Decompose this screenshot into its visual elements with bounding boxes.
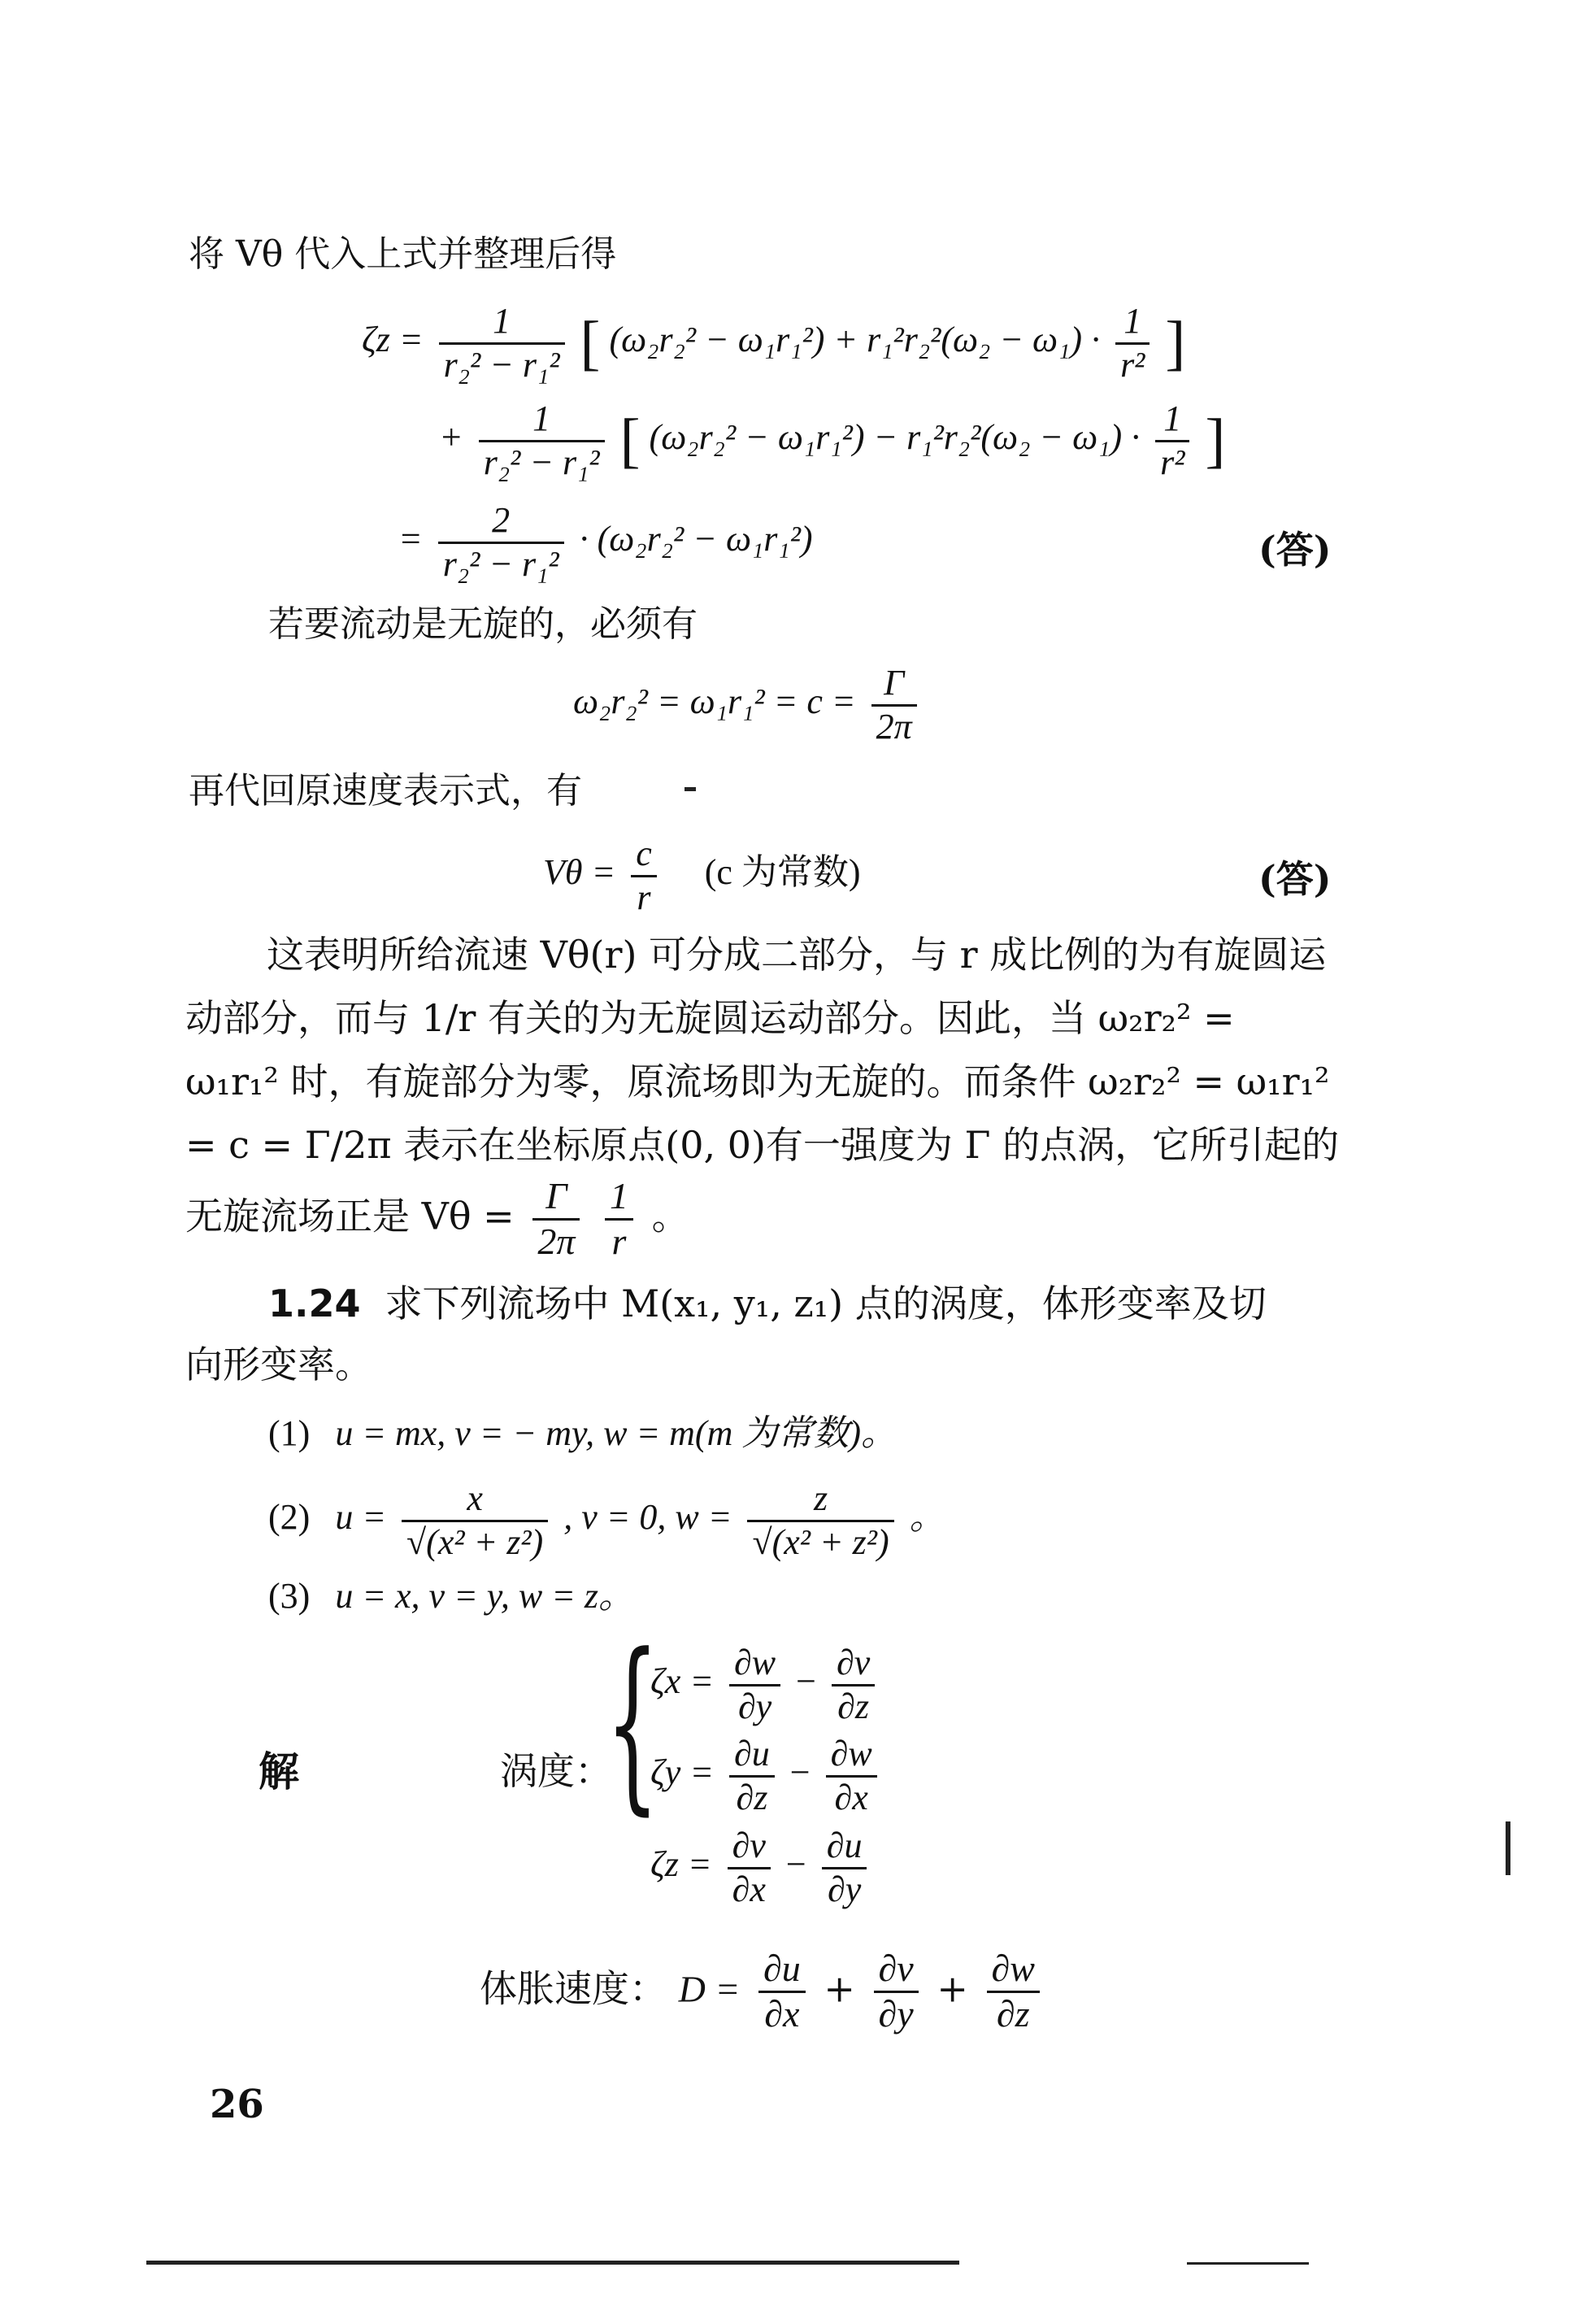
item-label: (3) <box>268 1576 311 1616</box>
fraction-denominator: r₂² − r₁² <box>442 543 559 584</box>
item-2-fraction2 <box>747 1478 893 1563</box>
item-2-fraction1 <box>402 1478 548 1563</box>
dilatation-label: 体胀速度： <box>480 1966 667 2011</box>
scan-edge-rule-right <box>1187 2262 1309 2265</box>
left-brace: { <box>606 1615 659 1832</box>
row-lhs: ζz = <box>650 1844 712 1885</box>
fraction-denominator: ∂z <box>996 1992 1030 2035</box>
fraction-denominator: ∂y <box>878 1992 914 2035</box>
fraction-numerator: ∂v <box>832 1643 875 1686</box>
row-fraction-a <box>729 1734 775 1818</box>
fraction-denominator: ∂y <box>737 1686 772 1726</box>
row-lhs: ζy = <box>650 1752 715 1793</box>
item-mid: , v = 0, w = <box>563 1497 732 1538</box>
fraction-numerator: ∂v <box>874 1948 919 1993</box>
irrotational-line: 若要流动是无旋的，必须有 <box>268 603 698 645</box>
eq1-row2-lhs: + <box>439 417 463 458</box>
plus-sign: + <box>937 1966 968 2011</box>
row-fraction-b <box>826 1734 877 1818</box>
eq1-row3-body: · (ω₂r₂² − ω₁r₁²) <box>579 519 813 559</box>
fraction-denominator: √(x² + z²) <box>406 1521 544 1562</box>
dilatation-lhs: D = <box>678 1968 741 2010</box>
minus-sign: − <box>785 1844 806 1885</box>
minus-sign: − <box>789 1752 811 1793</box>
fraction-denominator: 2π <box>876 706 912 746</box>
problem-line-1 <box>268 1281 1267 1328</box>
intro-line: 将 Vθ 代入上式并整理后得 <box>189 233 617 275</box>
plus-sign: + <box>824 1966 855 2011</box>
fraction-denominator: ∂y <box>827 1869 862 1909</box>
last-line-fraction2 <box>605 1175 633 1264</box>
fraction-denominator: 2π <box>537 1220 576 1262</box>
right-bracket: ] <box>1205 407 1226 475</box>
fraction-numerator: ∂u <box>822 1826 867 1869</box>
eq3 <box>543 833 861 918</box>
item-2 <box>268 1478 945 1563</box>
fraction-denominator: r² <box>1160 442 1185 482</box>
fraction-numerator: x <box>402 1478 548 1522</box>
problem-line-2: 向形变率。 <box>185 1343 372 1386</box>
fraction-denominator: ∂x <box>834 1777 868 1817</box>
eq1-row2 <box>439 398 1225 483</box>
eq1-row2-fraction <box>479 398 605 483</box>
eq1-row3-fraction <box>438 500 564 585</box>
fraction-numerator: 1 <box>1115 301 1150 345</box>
answer-mark-2: (答) <box>1258 857 1332 901</box>
fraction-numerator: ∂w <box>987 1948 1040 1993</box>
page-number: 26 <box>210 2082 264 2127</box>
item-1 <box>268 1411 897 1456</box>
problem-text-1: 求下列流场中 M(x₁, y₁, z₁) 点的涡度，体形变率及切 <box>385 1282 1267 1325</box>
item-3 <box>268 1573 634 1618</box>
eq1-row1-fraction <box>439 301 565 385</box>
fraction-numerator: Γ <box>871 663 917 707</box>
fraction-denominator: √(x² + z²) <box>752 1521 889 1562</box>
fraction-denominator: ∂x <box>764 1992 800 2035</box>
row-fraction-b <box>832 1643 875 1727</box>
dilatation-row <box>480 1948 1046 2036</box>
eq3-fraction <box>631 833 657 918</box>
fraction-denominator: r <box>611 1220 627 1262</box>
vorticity-row-x <box>650 1643 881 1727</box>
eq1-row3 <box>398 500 813 585</box>
fraction-numerator: ∂w <box>826 1734 877 1778</box>
left-bracket: [ <box>619 407 641 475</box>
problem-number: 1.24 <box>268 1282 361 1325</box>
fraction-numerator: ∂u <box>729 1734 775 1778</box>
vorticity-label: 涡度： <box>500 1749 612 1793</box>
item-label: (1) <box>268 1413 311 1453</box>
last-line-end: 。 <box>651 1194 689 1238</box>
right-bracket: ] <box>1165 309 1186 377</box>
eq2-body: ω₂r₂² = ω₁r₁² = c = <box>573 681 856 722</box>
fraction-numerator: 1 <box>439 301 565 345</box>
eq1-row1 <box>362 301 1185 385</box>
scan-edge-rule <box>146 2261 959 2265</box>
row-fraction-a <box>729 1643 780 1727</box>
item-pre: u = <box>335 1497 387 1538</box>
fraction-numerator: ∂v <box>728 1826 771 1869</box>
fraction-numerator: 1 <box>1155 398 1189 442</box>
fraction-denominator: r <box>637 877 651 917</box>
fraction-numerator: ∂u <box>758 1948 806 1993</box>
row-lhs: ζx = <box>650 1661 715 1702</box>
last-line-fraction1 <box>532 1175 580 1264</box>
explanation-paragraph: 这表明所给流速 Vθ(r) 可分成二部分，与 r 成比例的为有旋圆运动部分，而与 1/r 有关的为无旋圆运动部分。因此，当 ω₂r₂² = ω₁r₁² 时，有旋部分为零，原流场即为无旋的。而条件 ω₂r₂² = ω₁r₁² = c = Γ/2π 表示在坐标原点(0, 0)有一强度为 Γ 的点涡，它所引起的 <box>185 933 1340 1167</box>
eq1-row2-body: (ω₂r₂² − ω₁r₁²) − r₁²r₂²(ω₂ − ω₁) · <box>649 417 1141 458</box>
fraction-denominator: ∂z <box>837 1686 870 1726</box>
eq3-note: (c 为常数) <box>704 852 861 893</box>
fraction-denominator: r₂² − r₁² <box>443 344 560 385</box>
fraction-numerator: 1 <box>479 398 605 442</box>
fraction-numerator: ∂w <box>729 1643 780 1686</box>
eq1-row1-lhs: ζz = <box>362 320 424 360</box>
minus-sign: − <box>796 1661 816 1702</box>
fraction-denominator: r² <box>1120 344 1145 385</box>
fraction-numerator: 1 <box>605 1175 633 1221</box>
fraction-numerator: Γ <box>532 1175 580 1221</box>
item-label: (2) <box>268 1497 311 1538</box>
fraction-numerator: 2 <box>438 500 564 544</box>
dilatation-term-2 <box>874 1948 919 2036</box>
last-line-text: 无旋流场正是 Vθ = <box>185 1194 515 1238</box>
margin-mark <box>1506 1821 1510 1875</box>
eq2 <box>573 663 924 747</box>
fraction-denominator: ∂x <box>732 1869 766 1909</box>
item-end: 。 <box>909 1497 945 1538</box>
row-fraction-a <box>728 1826 771 1910</box>
eq1-row3-lhs: = <box>398 519 423 559</box>
dilatation-term-1 <box>758 1948 806 2036</box>
row-fraction-b <box>822 1826 867 1910</box>
eq1-row1-body: (ω₂r₂² − ω₁r₁²) + r₁²r₂²(ω₂ − ω₁) · <box>609 320 1101 360</box>
solution-label: 解 <box>259 1747 299 1795</box>
fraction-numerator: z <box>747 1478 893 1522</box>
back-substitution-line: 再代回原速度表示式，有 <box>189 770 582 812</box>
dilatation-term-3 <box>987 1948 1040 2036</box>
eq3-lhs: Vθ = <box>543 852 616 893</box>
fraction-numerator: c <box>631 833 657 877</box>
vorticity-row-z <box>650 1826 873 1910</box>
item-text: u = mx, v = − my, w = m(m 为常数)。 <box>335 1413 897 1453</box>
eq2-fraction <box>871 663 917 747</box>
answer-mark-1: (答) <box>1258 528 1332 572</box>
stray-mark <box>685 787 696 791</box>
fraction-denominator: ∂z <box>736 1777 768 1817</box>
vorticity-row-y <box>650 1734 884 1818</box>
item-text: u = x, v = y, w = z。 <box>335 1576 635 1616</box>
paragraph-last-line <box>185 1175 689 1264</box>
left-bracket: [ <box>580 309 601 377</box>
eq1-row1-fraction2 <box>1115 301 1150 385</box>
eq1-row2-fraction2 <box>1155 398 1189 483</box>
fraction-denominator: r₂² − r₁² <box>483 442 600 482</box>
